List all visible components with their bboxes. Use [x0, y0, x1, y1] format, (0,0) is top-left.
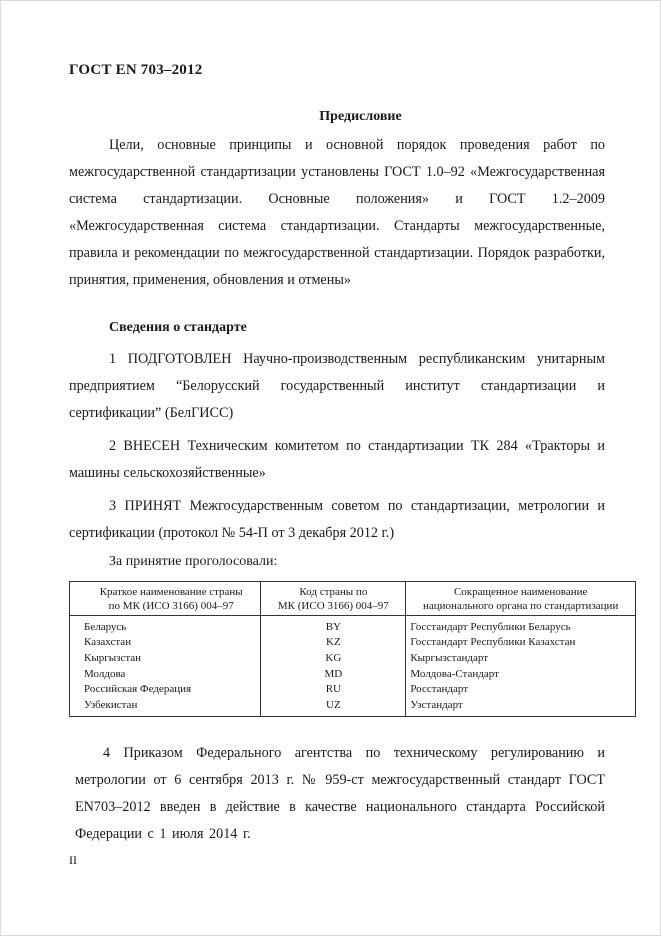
country-name: Молдова — [70, 666, 261, 682]
header-country-line1: Краткое наименование страны — [99, 586, 243, 598]
header-code-line1: Код страны по — [299, 586, 368, 598]
foreword-title: Предисловие — [319, 109, 402, 124]
country-code: MD — [261, 666, 406, 682]
national-body: Росстандарт — [406, 681, 636, 697]
country-code: BY — [261, 616, 406, 635]
header-org — [406, 582, 636, 616]
item-adopted: 3 ПРИНЯТ Межгосударственным советом по стандартизации, метрологии и сертификации (протокол № 54-П от 3 декабря 2012 г.) — [69, 498, 605, 541]
voting-countries-table — [69, 581, 636, 717]
item-enacted: 4 Приказом Федерального агентства по техническому регулированию и метрологии от 6 сентября 2013 г. № 959-ст межгосударственный стандарт ГОСТ EN703–2012 введен в действие в качестве национального стандарта Российской Федерации с 1 июля 2014 г. — [75, 745, 605, 842]
header-code — [261, 582, 406, 616]
table-row — [70, 650, 636, 666]
header-org-line1: Сокращенное наименование — [453, 586, 588, 598]
country-name: Казахстан — [70, 635, 261, 651]
country-name: Кыргызстан — [70, 650, 261, 666]
country-code: KZ — [261, 635, 406, 651]
item-prepared: 1 ПОДГОТОВЛЕН Научно-производственным республиканским унитарным предприятием “Белорусский государственный институт стандартизации и сертификации” (БелГИСС) — [69, 351, 605, 421]
national-body: Госстандарт Республики Беларусь — [406, 616, 636, 635]
document-code: ГОСТ EN 703–2012 — [69, 62, 203, 78]
country-code: UZ — [261, 697, 406, 716]
foreword-paragraph: Цели, основные принципы и основной порядок проведения работ по межгосударственной стандартизации установлены ГОСТ 1.0–92 «Межгосударственная система стандартизации. Основные положения» и ГОСТ 1.2–2009 «Межгосударственная система стандартизации. Стандарты межгосударственные, правила и рекомендации по межгосударственной стандартизации. Порядок разработки, принятия, применения, обновления и отмены» — [69, 137, 605, 288]
header-org-line2: национального органа по стандартизации — [422, 600, 619, 612]
country-name: Узбекистан — [70, 697, 261, 716]
national-body: Узстандарт — [406, 697, 636, 716]
header-country-line2: по МК (ИСО 3166) 004–97 — [108, 600, 234, 612]
header-country — [70, 582, 261, 616]
national-body: Госстандарт Республики Казахстан — [406, 635, 636, 651]
table-row — [70, 635, 636, 651]
page-number: II — [69, 853, 77, 867]
table-row — [70, 681, 636, 697]
national-body: Кыргызстандарт — [406, 650, 636, 666]
country-code: RU — [261, 681, 406, 697]
table-row — [70, 697, 636, 716]
voted-label: За принятие проголосовали: — [109, 554, 278, 569]
item-submitted: 2 ВНЕСЕН Техническим комитетом по стандартизации ТК 284 «Тракторы и машины сельскохозяйственные» — [69, 438, 605, 481]
table-header-row — [70, 582, 636, 616]
country-name: Российская Федерация — [70, 681, 261, 697]
national-body: Молдова-Стандарт — [406, 666, 636, 682]
country-code: KG — [261, 650, 406, 666]
standard-info-title: Сведения о стандарте — [109, 320, 247, 335]
country-name: Беларусь — [70, 616, 261, 635]
table-row — [70, 666, 636, 682]
table-row — [70, 616, 636, 635]
header-code-line2: МК (ИСО 3166) 004–97 — [277, 600, 389, 612]
